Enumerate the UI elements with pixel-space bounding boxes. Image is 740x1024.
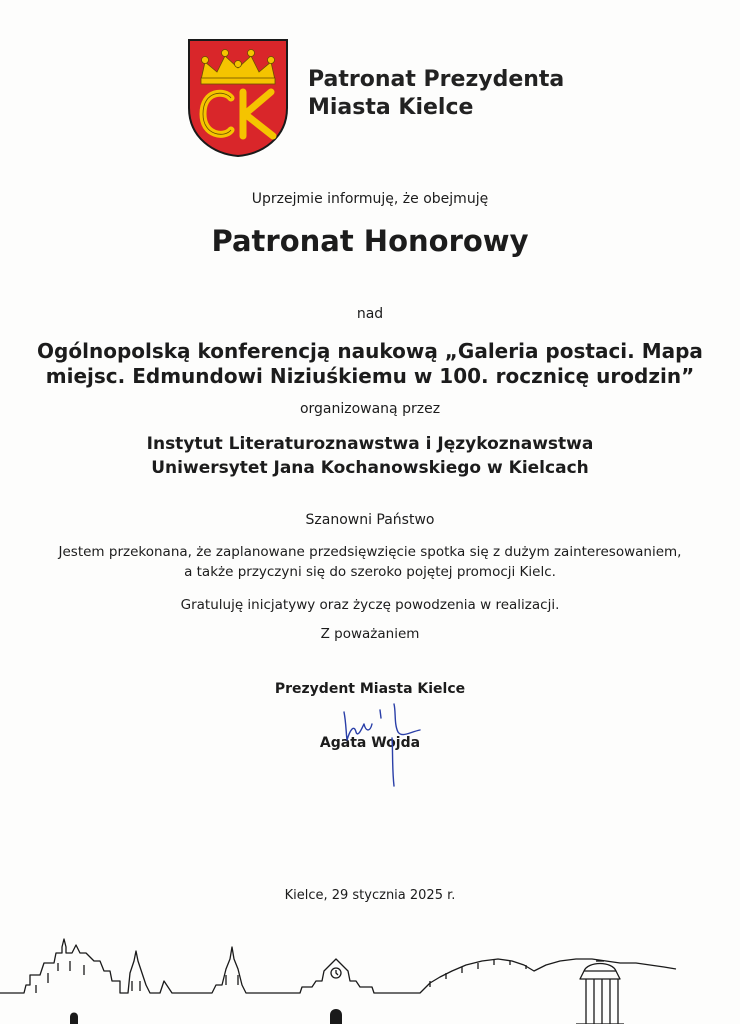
conference-line-2: miejsc. Edmundowi Niziuśkiemu w 100. rocznicę urodzin” xyxy=(45,364,695,388)
institute-line-2: Uniwersytet Jana Kochanowskiego w Kielcach xyxy=(151,458,589,478)
institute-name xyxy=(0,432,740,480)
conference-title xyxy=(0,339,740,389)
body-line-2: a także przyczyni się do szeroko pojętej promocji Kielc. xyxy=(184,564,556,580)
conference-line-1: Ogólnopolską konferencją naukową „Galeria postaci. Mapa xyxy=(37,339,703,363)
patronage-line-2: Miasta Kielce xyxy=(308,95,474,120)
greeting: Szanowni Państwo xyxy=(305,512,435,528)
signer-role: Prezydent Miasta Kielce xyxy=(274,681,466,697)
document-date: Kielce, 29 stycznia 2025 r. xyxy=(284,888,456,903)
patronage-line-1: Patronat Prezydenta xyxy=(308,67,565,92)
institute-line-1: Instytut Literaturoznawstwa i Językoznawstwa xyxy=(146,434,594,454)
regards-text: Z poważaniem xyxy=(320,626,420,642)
handwritten-signature xyxy=(336,702,436,792)
city-skyline-illustration xyxy=(0,925,740,1024)
intro-text: Uprzejmie informuję, że obejmuję xyxy=(251,191,489,207)
organized-by-text: organizowaną przez xyxy=(299,401,441,417)
congratulations-text: Gratuluję inicjatywy oraz życzę powodzenia w realizacji. xyxy=(180,597,560,613)
signer-name: Agata Wojda xyxy=(319,735,421,751)
body-line-1: Jestem przekonana, że zaplanowane przedsięwzięcie spotka się z dużym zainteresowaniem, xyxy=(58,544,682,560)
kielce-coat-of-arms-icon xyxy=(187,38,289,158)
body-paragraph xyxy=(0,542,740,582)
patronage-title xyxy=(308,66,564,122)
honor-title: Patronat Honorowy xyxy=(211,224,529,258)
over-text: nad xyxy=(356,306,384,322)
